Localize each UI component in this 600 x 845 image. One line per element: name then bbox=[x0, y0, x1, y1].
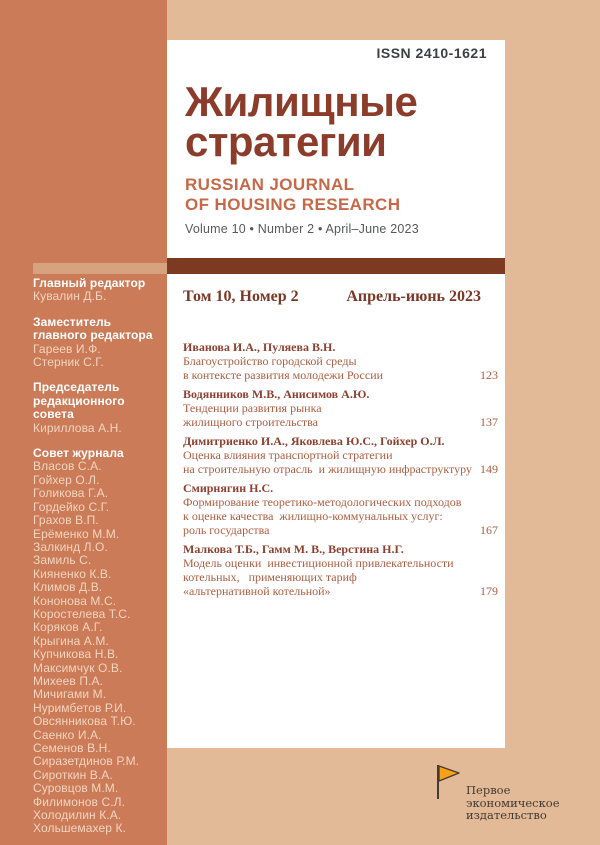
board-group bbox=[33, 447, 163, 836]
board-member-name: Кияненко К.В. bbox=[33, 566, 112, 581]
toc-entry-page-number: 179 bbox=[480, 584, 498, 598]
board-member-name: Овсянникова Т.Ю. bbox=[33, 714, 136, 729]
board-member-name: Крыгина А.М. bbox=[33, 633, 109, 648]
board-member-name: Купчикова Н.В. bbox=[33, 647, 119, 662]
toc-entry bbox=[183, 387, 498, 429]
board-member-name: Грахов В.П. bbox=[33, 513, 99, 528]
board-member-name: Гареев И.Ф. bbox=[33, 341, 101, 356]
board-member-name: Залкинд Л.О. bbox=[33, 539, 108, 554]
board-member-name: Коростелева Т.С. bbox=[33, 606, 131, 621]
toc-entry-authors: Смирнягин Н.С. bbox=[183, 481, 274, 495]
toc-entry-authors: Иванова И.А., Пуляева В.Н. bbox=[183, 340, 336, 354]
journal-title-line2: стратегии bbox=[185, 118, 387, 165]
cover-panel bbox=[167, 40, 505, 748]
toc-entry-page-number: 123 bbox=[480, 368, 498, 382]
board-role-heading: Главный редактор bbox=[33, 276, 146, 290]
board-member-name: Стерник С.Г. bbox=[33, 355, 104, 370]
board-role-heading: Председатель редакционного совета bbox=[33, 380, 125, 422]
issn-label: ISSN 2410-1621 bbox=[376, 45, 487, 61]
sidebar bbox=[0, 0, 167, 845]
board-member-name: Семенов В.Н. bbox=[33, 741, 111, 755]
toc-entry-page-number: 167 bbox=[480, 523, 498, 537]
publisher-name-line1: Первое bbox=[466, 783, 511, 797]
journal-title-line1: Жилищные bbox=[185, 78, 418, 125]
board-member-name: Михеев П.А. bbox=[33, 673, 104, 688]
toc-entry-title-line: на строительную отрасль и жилищную инфраструктуру bbox=[183, 462, 472, 476]
journal-title bbox=[185, 78, 418, 165]
toc-header bbox=[183, 288, 481, 306]
board-member-name: Кононова М.С. bbox=[33, 593, 117, 608]
editorial-board bbox=[33, 277, 163, 845]
board-member-name: Нуримбетов Р.И. bbox=[33, 700, 127, 715]
board-member-name: Кувалин Д.Б. bbox=[33, 289, 107, 304]
board-group bbox=[33, 381, 163, 435]
publisher-name-line2: экономическое bbox=[466, 795, 560, 810]
toc-entry-title-line: «альтернативной котельной» bbox=[183, 584, 331, 598]
toc-entry-page-number: 149 bbox=[480, 462, 498, 476]
publisher-name bbox=[466, 784, 560, 822]
toc-entry-title-line: Модель оценки инвестиционной привлекательности bbox=[183, 556, 454, 570]
flag-icon bbox=[432, 762, 460, 802]
table-of-contents bbox=[183, 340, 498, 603]
board-member-name: Сиразетдинов Р.М. bbox=[33, 754, 140, 769]
toc-entry-title-line: Тенденции развития рынка bbox=[183, 401, 322, 415]
journal-subtitle bbox=[185, 175, 400, 215]
toc-entry bbox=[183, 434, 498, 476]
publisher-name-line3: издательство bbox=[466, 808, 547, 822]
board-role-heading: Заместитель главного редактора bbox=[33, 314, 153, 343]
board-member-name: Холодилин К.А. bbox=[33, 808, 122, 823]
toc-entry bbox=[183, 481, 498, 537]
toc-entry-title-line: Благоустройство городской среды bbox=[183, 354, 357, 368]
board-member-name: Филимонов С.Л. bbox=[33, 794, 126, 809]
board-member-name: Гойхер О.Л. bbox=[33, 472, 100, 487]
board-member-name: Суровцов М.М. bbox=[33, 781, 119, 796]
publisher-logo bbox=[432, 762, 560, 822]
sidebar-accent-bar bbox=[33, 263, 167, 274]
toc-divider-bar bbox=[167, 258, 505, 274]
toc-entry-title-line: Формирование теоретико-методологических подходов bbox=[183, 495, 462, 509]
toc-entry-authors: Водянников М.В., Анисимов А.Ю. bbox=[183, 387, 370, 401]
toc-entry-title-line: Оценка влияния транспортной стратегии bbox=[183, 448, 393, 462]
board-member-name: Ерёменко М.М. bbox=[33, 526, 120, 541]
board-member-name: Власов С.А. bbox=[33, 459, 102, 474]
board-role-heading: Совет журнала bbox=[33, 446, 124, 461]
board-member-name: Кириллова А.Н. bbox=[33, 420, 122, 435]
board-member-name: Максимчук О.В. bbox=[33, 660, 123, 675]
toc-entry bbox=[183, 542, 498, 598]
toc-entry bbox=[183, 340, 498, 382]
journal-subtitle-line1: RUSSIAN JOURNAL bbox=[185, 175, 355, 194]
board-member-name: Хольшемахер К. bbox=[33, 821, 127, 836]
board-group bbox=[33, 277, 163, 304]
board-member-name: Саенко И.А. bbox=[33, 727, 102, 742]
toc-volume-label: Том 10, Номер 2 bbox=[183, 288, 299, 305]
toc-entry-title-line: жилищного строительства bbox=[183, 415, 318, 429]
board-member-name: Сироткин В.А. bbox=[33, 767, 113, 782]
board-member-name: Голикова Г.А. bbox=[33, 486, 109, 501]
board-member-name: Климов Д.В. bbox=[33, 580, 103, 595]
toc-entry-title-line: роль государства bbox=[183, 523, 270, 537]
volume-issue-date-line: Volume 10 • Number 2 • April–June 2023 bbox=[185, 222, 419, 236]
toc-date-label: Апрель-июнь 2023 bbox=[346, 288, 481, 305]
toc-entry-title-line: котельных, применяющих тариф bbox=[183, 570, 357, 584]
toc-entry-authors: Димитриенко И.А., Яковлева Ю.С., Гойхер О.Л. bbox=[183, 434, 445, 448]
toc-entry-title-line: к оценке качества жилищно-коммунальных услуг: bbox=[183, 509, 443, 523]
board-group bbox=[33, 316, 163, 370]
toc-entry-page-number: 137 bbox=[480, 415, 498, 429]
toc-entry-authors: Малкова Т.Б., Гамм М. В., Верстина Н.Г. bbox=[183, 542, 404, 556]
toc-entry-title-line: в контексте развития молодежи России bbox=[183, 368, 384, 382]
board-member-name: Коряков А.Г. bbox=[33, 620, 103, 635]
journal-subtitle-line2: OF HOUSING RESEARCH bbox=[185, 195, 401, 214]
board-member-name: Мичигами М. bbox=[33, 687, 107, 702]
board-member-name: Замиль С. bbox=[33, 553, 92, 568]
board-member-name: Гордейко С.Г. bbox=[33, 499, 110, 514]
